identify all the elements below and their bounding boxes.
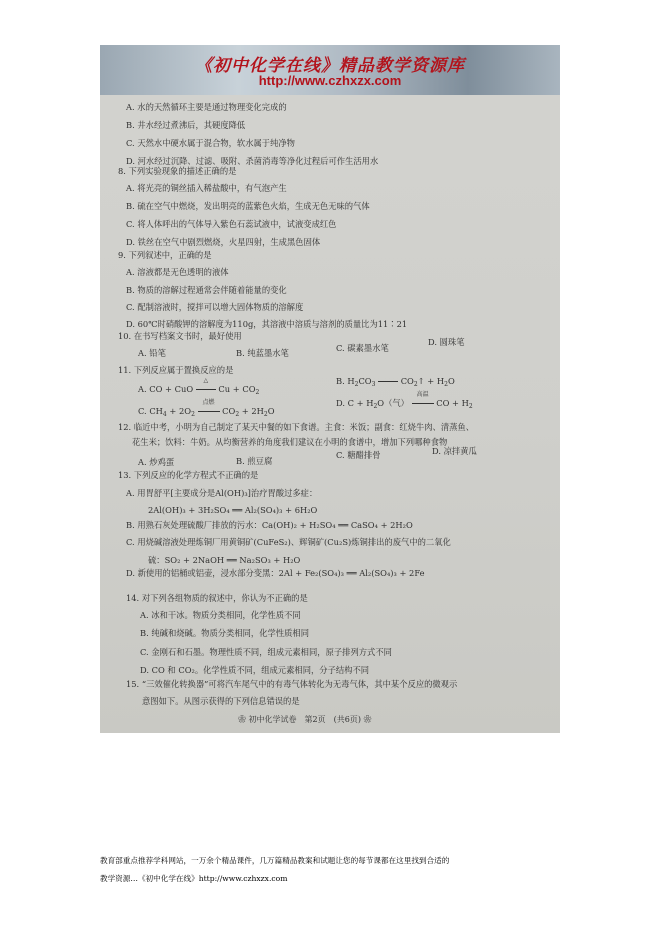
q10-stem: 10. 在书写档案文书时，最好使用 [118,331,242,341]
q14-option-c: C. 金刚石和石墨。物理性质不同，组成元素相同，原子排列方式不同 [140,647,392,657]
q10-option-a: A. 铅笔 [138,348,166,358]
footer-line-1: 教育部重点推荐学科网站，一万余个精品课件，几万篇精品教案和试题让您的每节课都在这里找到合适的 [100,856,450,865]
q13-option-d: D. 新使用的铝桶或铝壶，浸水部分变黑：2Al + Fe₂(SO₄)₃ ══ Al₂(SO₄)₃ + 2Fe [126,568,425,578]
scanned-exam-page [100,45,560,733]
q11-stem: 11. 下列反应属于置换反应的是 [118,365,234,375]
q12-option-c: C. 糖醋排骨 [336,450,381,460]
q11-option-b: B. $H_2CO_3$ $CO_2↑ + H_2O$ [336,376,455,388]
q13-option-c: C. 用烧碱溶液处理炼铜厂用黄铜矿(CuFeS₂)、辉铜矿(Cu₂S)炼铜排出的废气中的二氧化 [126,537,451,547]
q7-option-d: D. 河水经过沉降、过滤、吸附、杀菌消毒等净化过程后可作生活用水 [126,156,379,166]
site-banner [100,45,560,95]
q15-line2: 意图如下。从图示获得的下列信息错误的是 [142,696,300,706]
q7-option-c: C. 天然水中硬水属于混合物，软水属于纯净物 [126,138,295,148]
q8-option-d: D. 铁丝在空气中剧烈燃烧，火星四射，生成黑色固体 [126,237,321,247]
q11-option-d: D. $C + H_2O$（气） 高温 CO + $H_2$ [336,391,473,410]
banner-url: http://www.czhxzx.com [258,73,402,88]
q10-option-c: C. 碳素墨水笔 [336,343,389,353]
q8-stem: 8. 下列实验现象的描述正确的是 [118,166,237,176]
q13-option-b: B. 用熟石灰处理硫酸厂排放的污水：Ca(OH)₂ + H₂SO₄ ══ CaSO₄ + 2H₂O [126,520,413,530]
q9-stem: 9. 下列叙述中，正确的是 [118,250,212,260]
q14-option-b: B. 纯碱和烧碱。物质分类相同，化学性质相同 [140,628,310,638]
flower-icon: ❀ [363,715,372,724]
q12-option-a: A. 炒鸡蛋 [138,457,175,467]
q10-option-d: D. 圆珠笔 [428,337,465,347]
q15-line1: 15. “三效催化转换器”可将汽车尾气中的有毒气体转化为无毒气体，其中某个反应的微观示 [126,679,458,689]
exam-page-footer: ❀ 初中化学试卷 第2页 (共6页) ❀ [238,715,372,724]
q13-option-a-equation: 2Al(OH)₃ + 3H₂SO₄ ══ Al₂(SO₄)₃ + 6H₂O [148,505,318,515]
q7-option-b: B. 井水经过煮沸后，其硬度降低 [126,120,246,130]
q12-line1: 12. 临近中考，小明为自己制定了某天中餐的如下食谱。主食：米饭；副食：红烧牛肉、清蒸鱼、 [118,422,475,432]
q12-option-d: D. 凉拌黄瓜 [432,446,477,456]
q8-option-a: A. 将光亮的铜丝插入稀盐酸中，有气泡产生 [126,183,287,193]
q8-option-c: C. 将人体呼出的气体导入紫色石蕊试液中，试液变成红色 [126,219,337,229]
q12-option-b: B. 煎豆腐 [236,456,273,466]
q12-line2: 花生米；饮料：牛奶。从均衡营养的角度我们建议在小明的食谱中，增加下列哪种食物 [132,437,448,447]
q11-option-c: C. $CH_4 + 2O_2$ 点燃 $CO_2 + 2H_2O$ [138,399,275,418]
q14-stem: 14. 对下列各组物质的叙述中，你认为不正确的是 [126,593,308,603]
q11-option-a: A. CO + CuO △ $Cu + CO_2$ [138,377,260,396]
banner-title: 《初中化学在线》精品教学资源库 [195,56,465,76]
q10-option-b: B. 纯蓝墨水笔 [236,348,289,358]
flower-icon: ❀ [238,715,246,724]
q8-option-b: B. 硫在空气中燃烧，发出明亮的蓝紫色火焰，生成无色无味的气体 [126,201,370,211]
site-footer [100,852,570,888]
q9-option-d: D. 60℃时硝酸钾的溶解度为110g，其溶液中溶质与溶剂的质量比为11∶21 [126,319,408,329]
q13-option-c-equation: 硫：SO₂ + 2NaOH ══ Na₂SO₃ + H₂O [148,555,301,565]
q14-option-a: A. 冰和干冰。物质分类相同，化学性质不同 [140,610,301,620]
q13-option-a: A. 用胃舒平[主要成分是Al(OH)₃]治疗胃酸过多症： [126,488,318,498]
q13-stem: 13. 下列反应的化学方程式不正确的是 [118,470,259,480]
footer-line-2[interactable]: 教学资源…《初中化学在线》http://www.czhxzx.com [100,874,288,883]
q7-option-a: A. 水的天然循环主要是通过物理变化完成的 [126,102,287,112]
q9-option-c: C. 配制溶液时，搅拌可以增大固体物质的溶解度 [126,302,304,312]
q9-option-b: B. 物质的溶解过程通常会伴随着能量的变化 [126,285,287,295]
q9-option-a: A. 溶液都是无色透明的液体 [126,267,229,277]
q14-option-d: D. CO 和 CO₂。化学性质不同，组成元素相同，分子结构不同 [140,665,370,675]
